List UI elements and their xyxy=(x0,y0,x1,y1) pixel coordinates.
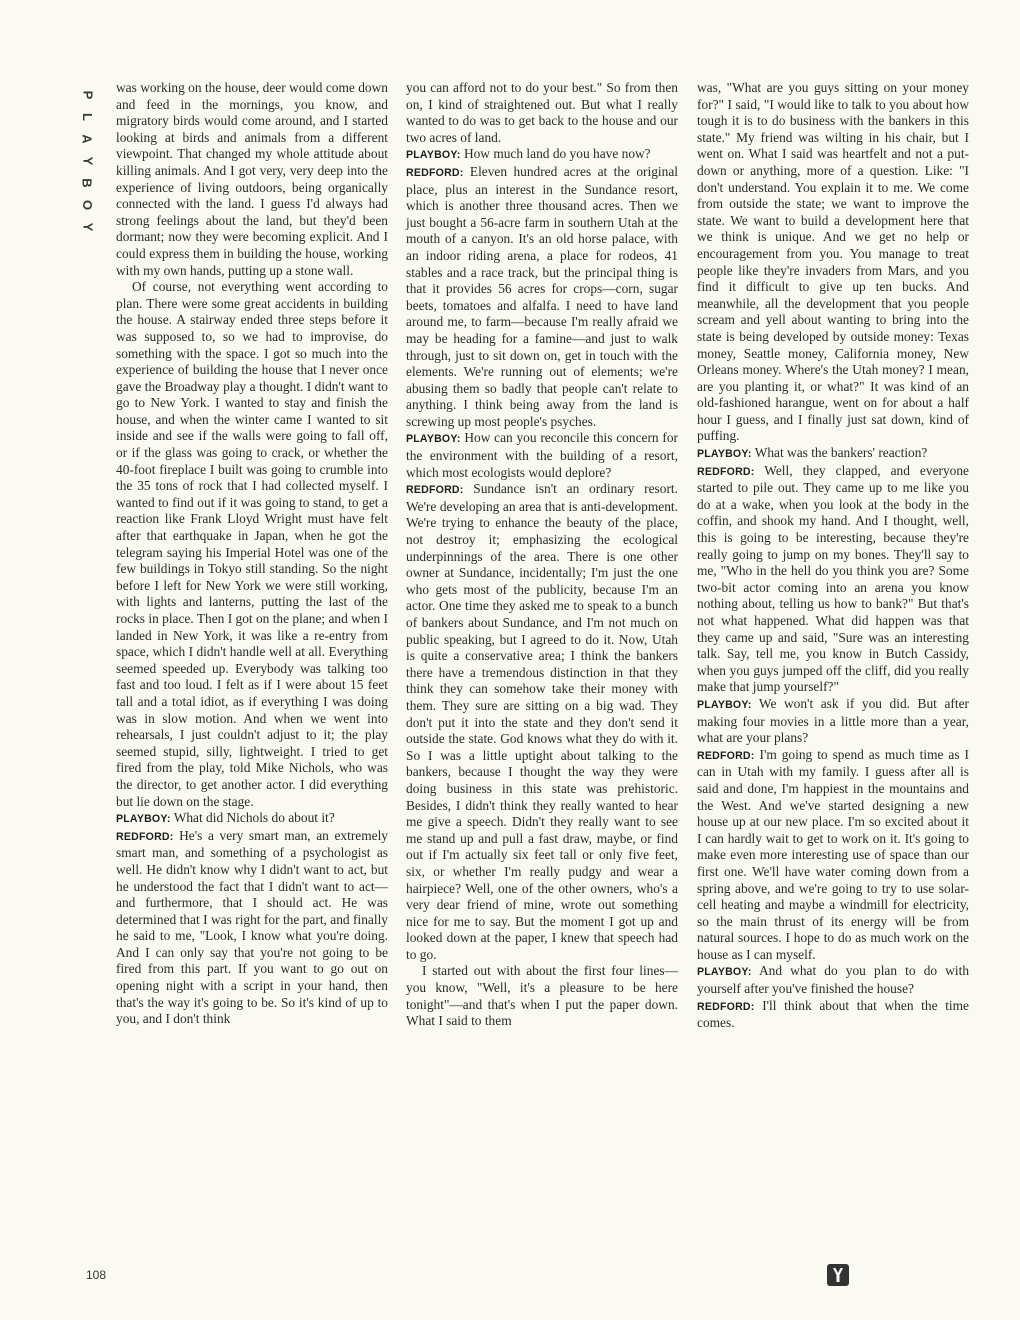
side-letter: B xyxy=(79,178,95,188)
paragraph-text: How can you reconcile this concern for the environment with the building of a resort, which most ecologists would deplore? xyxy=(406,430,678,480)
side-letter: P xyxy=(79,90,95,100)
paragraph xyxy=(116,828,388,1028)
text-column-2 xyxy=(406,80,678,1030)
text-column-3 xyxy=(697,80,969,1032)
paragraph-text: I'm going to spend as much time as I can in Utah with my family. I guess after all is said and done, I'm happiest in the mountains and the West. And we've started designing a new house up at our new place. I'm so excited about it I can hardly wait to get to work on it. It's going to make even more interesting use of space than our first one. We'll have water coming down from a spring above, and we're going to try to use solar-cell heating and maybe a windmill for electricity, so the main thrust of its energy will be from natural sources. I hope to do as much work on the house as I can myself. xyxy=(697,746,969,962)
paragraph xyxy=(406,430,678,481)
paragraph xyxy=(697,998,969,1032)
paragraph-text: How much land do you have now? xyxy=(463,146,651,162)
speaker-label: PLAYBOY: xyxy=(697,966,752,979)
speaker-label: REDFORD: xyxy=(406,166,464,179)
speaker-label: PLAYBOY: xyxy=(697,448,752,461)
side-letter: O xyxy=(80,199,95,211)
side-letter: Y xyxy=(79,156,95,166)
side-letter: L xyxy=(79,113,95,121)
paragraph-text: Well, they clapped, and everyone started to pile out. They came up to me like you do at a wake, when you look at the body in the coffin, and shook my hand. And I thought, well, this is going to be interesting, because they're really going to jump on my bones. They'll say to me, "Who in the hell do you think you are? Some two-bit actor coming into an arena you know nothing about, telling us how to bank?" But that's not what happened. What did happen was that they came up and said, "Sure was an interesting talk. Say, tell me, you know in Butch Cassidy, when you guys jumped off the cliff, did you really make that jump yourself?" xyxy=(697,462,970,695)
paragraph xyxy=(697,80,969,445)
page-number: 108 xyxy=(86,1268,107,1282)
paragraph-text: Of course, not everything went according to plan. There were some great accidents in building the house. A stairway ended three steps before it was supposed to, so we had to improvise, do something with the space. I got so much into the experience of building the house that I never once gave the Broadway play a thought. I didn't want to go to New York. I wanted to stay and finish the house, and when the winter came I wanted to sit inside and see if the walls were going to fall off, or if the glass was going to crack, or whether the 40-foot fireplace I built was going to crumble into the 35 tons of rock that I had collected myself. I wanted to find out if it was going to stand, to get a reaction like Frank Lloyd Wright must have felt after that earthquake in Japan, when he got the telegram saying his Imperial Hotel was one of the few buildings in Tokyo still standing. So the night before I left for New York we were still working, with lights and lanterns, putting the last of the rocks in place. Then I got on the plane; and when I landed in New York, it was like a re-entry from space, which I didn't handle well at all. Everything seemed speeded up. Everybody was talking too fast and too loud. I felt as if I were about 15 feet tall and a total idiot, as if everything I was doing was in slow motion. And when we went into rehearsals, I just couldn't adjust to it; the play seemed stupid, silly, lightweight. I tried to get fired from the play, told Mike Nichols, who was the director, to get another actor. I did everything but lie down on the stage. xyxy=(116,279,388,809)
paragraph-text: Sundance isn't an ordinary resort. We're developing an area that is anti-development. We're trying to enhance the beauty of the place, not destroy it; emphasizing the ecological underpinnings of the area. There is one other owner at Sundance, incidentally; I'm just the one who gets most of the publicity, because I'm an actor. One time they asked me to speak to a bunch of bankers about Sundance, and I'm not much on public speaking, but I agreed to do it. Now, Utah is quite a conservative area; I think the bankers there have a tremendous distinction in that they think they can somehow take their money with them. They sure are sitting on a big wad. They don't put it into the state and they don't send it outside the state. God knows what they do with it. So I was a little uptight about talking to the bankers, because I thought the way they were doing business in this state was prehistoric. Besides, I didn't think they really wanted to hear me give a speech. Didn't they really want to see me stand up and pull a fast draw, maybe, or find out if I'm actually six feet tall or only five feet, six, or whether I'm really pudgy and wear a hairpiece? Well, one of the other owners, who's a very dear friend of mine, wrote out something nice for me to say. But the moment I got up and looked down at the paper, I knew that speech had to go. xyxy=(406,481,678,962)
speaker-label: PLAYBOY: xyxy=(697,698,752,711)
paragraph-text: I started out with about the first four lines—you know, "Well, it's a pleasure to be here tonight"—and that's when I put the paper down. What I said to them xyxy=(406,963,678,1029)
speaker-label: PLAYBOY: xyxy=(116,813,171,826)
paragraph xyxy=(406,481,678,963)
speaker-label: PLAYBOY: xyxy=(406,433,461,446)
paragraph xyxy=(116,810,388,828)
paragraph-text: Eleven hundred acres at the original place, plus an interest in the Sundance resort, which is another three thousand acres. Then we just bought a 56-acre farm in southern Utah at the mouth of a canyon. It's an old horse palace, with an indoor riding arena, a place for rodeos, 41 stables and a race track, but the principal thing is that it provides 56 acres for crops—corn, sugar beets, tomatoes and alfalfa. I need to have land around me, to farm—because I'm really afraid we may be heading for a famine—and just to walk through, just to sit down on, get in touch with the elements. We're running out of elements; we're abusing them so badly that people can't relate to anything. I think being away from the land is screwing up most people's psyches. xyxy=(406,163,678,429)
paragraph xyxy=(406,963,678,1029)
speaker-label: REDFORD: xyxy=(697,749,755,762)
paragraph xyxy=(406,80,678,146)
speaker-label: PLAYBOY: xyxy=(406,149,461,162)
speaker-label: REDFORD: xyxy=(406,484,464,497)
text-column-1 xyxy=(116,80,388,1028)
paragraph-text: What did Nichols do about it? xyxy=(173,810,335,826)
paragraph-text: And what do you plan to do with yourself after you've finished the house? xyxy=(697,963,970,997)
paragraph xyxy=(697,445,969,463)
paragraph-text: was working on the house, deer would come down and feed in the mornings, you know, and migratory birds would come around, and I started looking at birds and animals from a different viewpoint. That changed my whole attitude about killing animals. And I got very, very deep into the experience of living outdoors, being organically connected with the land. I guess I'd always had strong feelings about the land, but they'd been dormant; now they were becoming explicit. And I could express them in building the house, working with my own hands, putting up a stone wall. xyxy=(116,80,388,278)
magazine-side-title xyxy=(74,84,100,238)
side-letter: Y xyxy=(79,222,95,232)
paragraph xyxy=(116,80,388,279)
paragraph-text: We won't ask if you did. But after making four movies in a little more than a year, what are your plans? xyxy=(697,695,969,746)
paragraph-text: was, "What are you guys sitting on your money for?" I said, "I would like to talk to you about how tough it is to do business with the bankers in this state." My friend was wilting in his chair, but I went on. What I said was heartfelt and not a put-down or anything, more of a question. Like: "I don't understand. You explain it to me. We come from outside the state; we want to improve the state. We want to build a development here that we think is unique. And we get no help or encouragement from you. You manage to treat people like they're invaders from Mars, and you find it difficult to give up ten bucks. And meanwhile, all the development that you people scream and yell about wanting to bring into the state is being developed by outside money: Texas money, Seattle money, California money, New Orleans money. Where's the Utah money? I mean, are you planting it, or what?" It was kind of an old-fashioned harangue, went on for about a half hour I guess, and I finally just sat down, kind of puffing. xyxy=(697,80,969,444)
paragraph xyxy=(116,279,388,810)
speaker-label: REDFORD: xyxy=(697,465,755,478)
paragraph xyxy=(406,164,678,431)
paragraph xyxy=(406,146,678,164)
speaker-label: REDFORD: xyxy=(116,830,174,843)
side-letter: A xyxy=(79,134,95,144)
paragraph-text: you can afford not to do your best." So from then on, I kind of straightened out. But what I really wanted to do was to get back to the house and our two acres of land. xyxy=(406,80,678,145)
paragraph-text: What was the bankers' reaction? xyxy=(754,445,928,461)
paragraph-text: He's a very smart man, an extremely smart man, and something of a psychologist as well. He didn't know why I didn't want to act, but he understood the fact that I didn't want to act—and furthermore, that I should act. He was determined that I was right for the part, and finally he said to me, "Look, I know what you're doing. And I can only say that you're not going to be fired from this part. If you want to go out on opening night with a script in your hand, then that's the way it's going to be. So it's kind of up to you, and I don't think xyxy=(116,827,388,1027)
paragraph xyxy=(697,963,969,997)
paragraph-text: I'll think about that when the time comes. xyxy=(697,997,969,1031)
paragraph xyxy=(697,463,969,696)
paragraph xyxy=(697,696,969,747)
paragraph xyxy=(697,747,969,964)
bunny-logo-icon xyxy=(827,1264,849,1286)
speaker-label: REDFORD: xyxy=(697,1000,755,1013)
